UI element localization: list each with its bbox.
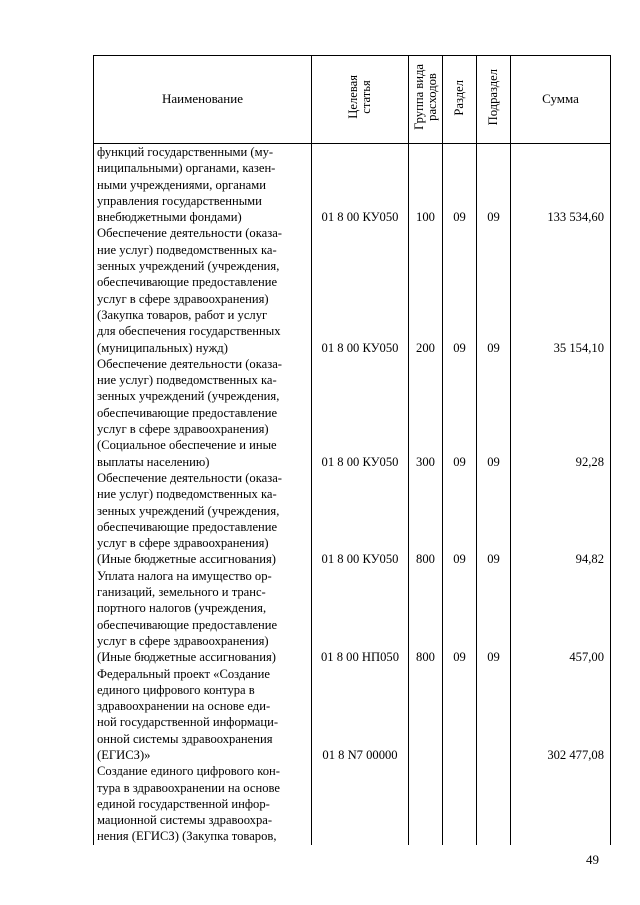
row-name-line: мационной системы здравоохра-: [97, 813, 273, 828]
row-group: 800: [409, 470, 443, 568]
row-target: 01 8 00 КУ050: [312, 225, 409, 355]
row-sum: 457,00: [511, 568, 611, 666]
row-name-line: Обеспечение деятельности (оказа-: [97, 470, 282, 485]
row-name-line: обеспечивающие предоставление: [97, 275, 278, 290]
header-target-cell: [312, 56, 409, 144]
row-name-line: онной системы здравоохранения: [97, 731, 273, 746]
table-row: [94, 666, 611, 764]
table-row: [94, 144, 611, 226]
row-name: [94, 225, 312, 355]
row-razdel: [443, 763, 477, 844]
row-name: [94, 144, 312, 226]
row-name-line: (ЕГИСЗ)»: [97, 747, 151, 762]
row-name-line: ными учреждениями, органами: [97, 177, 266, 192]
header-razdel: Раздел: [452, 79, 466, 116]
row-group: 800: [409, 568, 443, 666]
row-sum: [511, 763, 611, 844]
row-name-line: зенных учреждений (учреждения,: [97, 503, 280, 518]
table-header-row: [94, 56, 611, 144]
row-razdel: 09: [443, 356, 477, 470]
row-name-line: ние услуг) подведомственных ка-: [97, 373, 277, 388]
header-podrazdel: Подраздел: [486, 69, 500, 126]
row-name-line: единого цифрового контура в: [97, 682, 255, 697]
row-name-line: обеспечивающие предоставление: [97, 519, 278, 534]
row-target: 01 8 00 КУ050: [312, 356, 409, 470]
row-name-line: (Иные бюджетные ассигнования): [97, 552, 276, 567]
row-name-line: функций государственными (му-: [97, 145, 274, 159]
row-group: [409, 763, 443, 844]
row-name: [94, 470, 312, 568]
row-name-line: внебюджетными фондами): [97, 210, 242, 225]
row-sum: 92,28: [511, 356, 611, 470]
row-razdel: 09: [443, 568, 477, 666]
row-razdel: 09: [443, 144, 477, 226]
row-name-line: услуг в сфере здравоохранения): [97, 633, 269, 648]
row-name-line: зенных учреждений (учреждения,: [97, 389, 280, 404]
row-sum: 133 534,60: [511, 144, 611, 226]
row-name-line: ганизаций, земельного и транс-: [97, 585, 266, 600]
table-row: [94, 356, 611, 470]
row-razdel: 09: [443, 470, 477, 568]
row-podrazdel: [477, 763, 511, 844]
row-name-line: единой государственной инфор-: [97, 796, 270, 811]
row-name-line: услуг в сфере здравоохранения): [97, 291, 269, 306]
row-name-line: обеспечивающие предоставление: [97, 405, 278, 420]
header-name: Наименование: [94, 56, 312, 144]
row-podrazdel: [477, 666, 511, 764]
row-group: [409, 666, 443, 764]
row-name: [94, 666, 312, 764]
header-sum: Сумма: [511, 56, 611, 144]
row-sum: 302 477,08: [511, 666, 611, 764]
row-target: 01 8 00 КУ050: [312, 144, 409, 226]
row-name: [94, 763, 312, 844]
row-name-line: обеспечивающие предоставление: [97, 617, 278, 632]
header-group: Группа вида расходов: [411, 64, 439, 131]
header-target: Целевая статья: [346, 75, 373, 120]
row-name-line: услуг в сфере здравоохранения): [97, 536, 269, 551]
row-target: 01 8 00 КУ050: [312, 470, 409, 568]
row-name-line: тура в здравоохранении на основе: [97, 780, 281, 795]
row-name-line: зенных учреждений (учреждения,: [97, 259, 280, 274]
row-name-line: для обеспечения государственных: [97, 324, 281, 339]
row-group: 300: [409, 356, 443, 470]
row-name-line: ниципальными) органами, казен-: [97, 161, 276, 176]
table-row: [94, 763, 611, 844]
row-name-line: (Закупка товаров, работ и услуг: [97, 307, 268, 322]
row-sum: 35 154,10: [511, 225, 611, 355]
row-name-line: выплаты населению): [97, 454, 210, 469]
row-name-line: ние услуг) подведомственных ка-: [97, 487, 277, 502]
row-group: 100: [409, 144, 443, 226]
header-razdel-cell: [443, 56, 477, 144]
row-name-line: Обеспечение деятельности (оказа-: [97, 226, 282, 241]
row-target: 01 8 N7 00000: [312, 666, 409, 764]
row-name-line: здравоохранении на основе еди-: [97, 699, 271, 714]
table-row: [94, 225, 611, 355]
row-podrazdel: 09: [477, 225, 511, 355]
table-row: [94, 470, 611, 568]
row-name: [94, 568, 312, 666]
row-name-line: Создание единого цифрового кон-: [97, 764, 280, 779]
header-podrazdel-cell: [477, 56, 511, 144]
row-name-line: ние услуг) подведомственных ка-: [97, 242, 277, 257]
row-name-line: управления государственными: [97, 193, 262, 208]
row-razdel: 09: [443, 225, 477, 355]
row-name-line: (Иные бюджетные ассигнования): [97, 650, 276, 665]
row-group: 200: [409, 225, 443, 355]
row-name-line: портного налогов (учреждения,: [97, 601, 267, 616]
row-podrazdel: 09: [477, 568, 511, 666]
page-number: 49: [586, 852, 599, 867]
row-target: 01 8 00 НП050: [312, 568, 409, 666]
header-group-cell: [409, 56, 443, 144]
row-target: [312, 763, 409, 844]
row-name-line: Федеральный проект «Создание: [97, 666, 270, 681]
row-name-line: Обеспечение деятельности (оказа-: [97, 356, 282, 371]
row-razdel: [443, 666, 477, 764]
row-podrazdel: 09: [477, 356, 511, 470]
row-name: [94, 356, 312, 470]
row-name-line: ной государственной информаци-: [97, 715, 279, 730]
row-sum: 94,82: [511, 470, 611, 568]
row-name-line: нения (ЕГИСЗ) (Закупка товаров,: [97, 829, 277, 844]
table-row: [94, 568, 611, 666]
row-name-line: Уплата налога на имущество ор-: [97, 568, 272, 583]
row-podrazdel: 09: [477, 144, 511, 226]
row-name-line: (Социальное обеспечение и иные: [97, 438, 277, 453]
row-podrazdel: 09: [477, 470, 511, 568]
row-name-line: услуг в сфере здравоохранения): [97, 422, 269, 437]
row-name-line: (муниципальных) нужд): [97, 340, 228, 355]
budget-table: [93, 55, 611, 845]
table-body: [94, 144, 611, 845]
